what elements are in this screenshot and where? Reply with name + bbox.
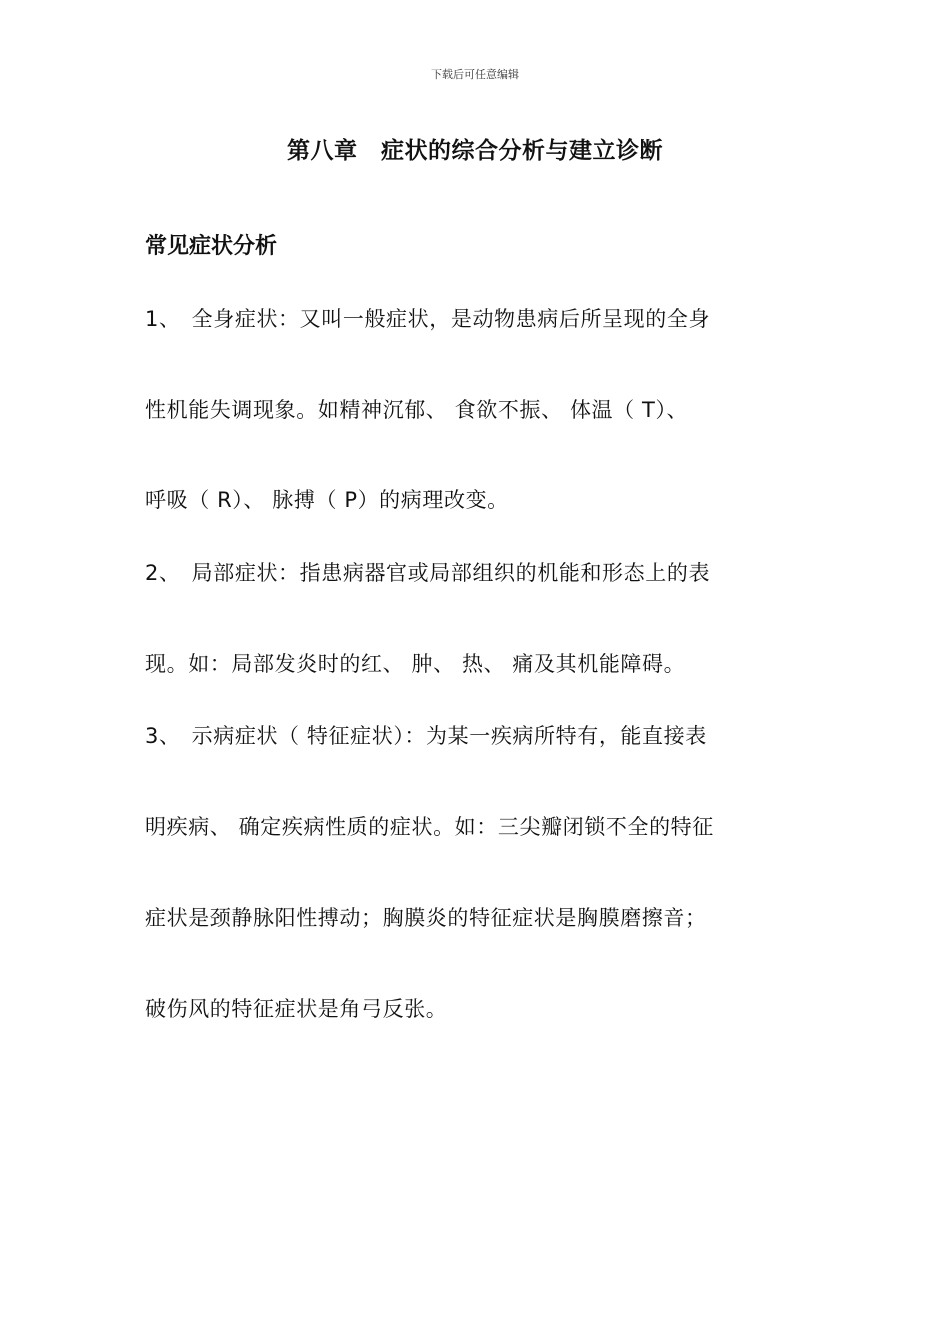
paragraph-line-8: 症状是颈静脉阳性搏动；胸膜炎的特征症状是胸膜磨擦音； <box>145 906 707 930</box>
chapter-title: 第八章 症状的综合分析与建立诊断 <box>287 138 663 164</box>
paragraph-line-6: 3、 示病症状（ 特征症状）：为某一疾病所特有，能直接表 <box>145 724 707 748</box>
paragraph-line-2: 性机能失调现象。如精神沉郁、 食欲不振、 体温（ T）、 <box>145 398 689 422</box>
paragraph-line-1: 1、 全身症状：又叫一般症状，是动物患病后所呈现的全身 <box>145 307 711 331</box>
paragraph-line-3: 呼吸（ R）、 脉搏（ P）的病理改变。 <box>145 488 509 512</box>
paragraph-line-5: 现。如：局部发炎时的红、 肿、 热、 痛及其机能障碍。 <box>145 652 686 676</box>
header-note: 下载后可任意编辑 <box>431 68 519 81</box>
paragraph-line-7: 明疾病、 确定疾病性质的症状。如：三尖瓣闭锁不全的特征 <box>145 815 714 839</box>
paragraph-line-4: 2、 局部症状：指患病器官或局部组织的机能和形态上的表 <box>145 561 711 585</box>
paragraph-line-9: 破伤风的特征症状是角弓反张。 <box>145 997 448 1021</box>
section-heading: 常见症状分析 <box>145 234 278 259</box>
